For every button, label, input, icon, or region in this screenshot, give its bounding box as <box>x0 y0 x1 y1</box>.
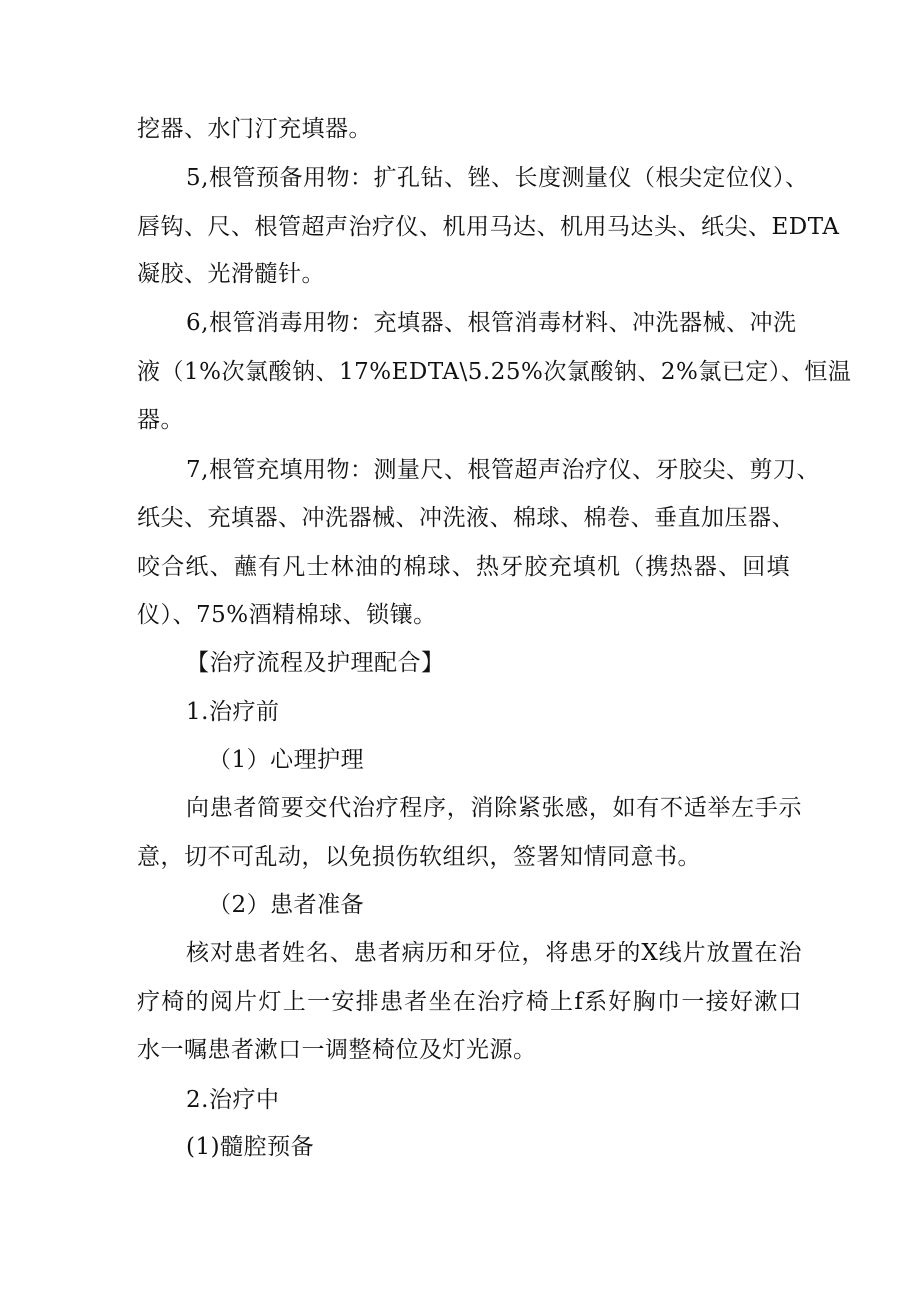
section-heading: 【治疗流程及护理配合】 <box>186 650 445 676</box>
subsection-heading-1-2: （2）患者准备 <box>208 892 365 918</box>
text-line-20: 水一嘱患者漱口一调整椅位及灯光源。 <box>137 1037 537 1063</box>
text-line-4: 凝胶、光滑髓针。 <box>137 261 325 287</box>
text-line-1: 挖器、水门汀充填器。 <box>137 116 372 142</box>
text-line-10: 咬合纸、蘸有凡士林油的棉球、热牙胶充填机（携热器、回填 <box>137 554 790 580</box>
text-line-5: 6,根管消毒用物：充填器、根管消毒材料、冲洗器械、冲洗 <box>186 310 797 336</box>
text-line-15: 向患者简要交代治疗程序，消除紧张感，如有不适举左手示 <box>186 795 802 821</box>
text-line-7: 器。 <box>137 407 184 433</box>
text-line-18: 核对患者姓名、患者病历和牙位，将患牙的X线片放置在治 <box>186 940 802 966</box>
subsection-heading-2-1: (1)髓腔预备 <box>186 1134 315 1160</box>
text-line-9: 纸尖、充填器、冲洗器械、冲洗液、棉球、棉卷、垂直加压器、 <box>137 505 795 531</box>
subsection-heading-1-1: （1）心理护理 <box>208 747 365 773</box>
text-line-3: 唇钩、尺、根管超声治疗仪、机用马达、机用马达头、纸尖、EDTA <box>137 214 840 240</box>
text-line-6: 液（1%次氯酸钠、17%EDTA\5.25%次氯酸钠、2%氯已定）、恒温 <box>137 359 852 385</box>
subsection-heading-1: 1.治疗前 <box>186 699 280 725</box>
text-line-16: 意，切不可乱动，以免损伤软组织，签署知情同意书。 <box>137 844 701 870</box>
text-line-19: 疗椅的阅片灯上一安排患者坐在治疗椅上f系好胸巾一接好漱口 <box>137 989 802 1015</box>
text-line-11: 仪）、75%酒精棉球、锁镶。 <box>137 602 437 628</box>
text-line-8: 7,根管充填用物：测量尺、根管超声治疗仪、牙胶尖、剪刀、 <box>186 457 820 483</box>
subsection-heading-2: 2.治疗中 <box>186 1087 280 1113</box>
text-line-2: 5,根管预备用物：扩孔钻、锉、长度测量仪（根尖定位仪）、 <box>186 165 809 191</box>
